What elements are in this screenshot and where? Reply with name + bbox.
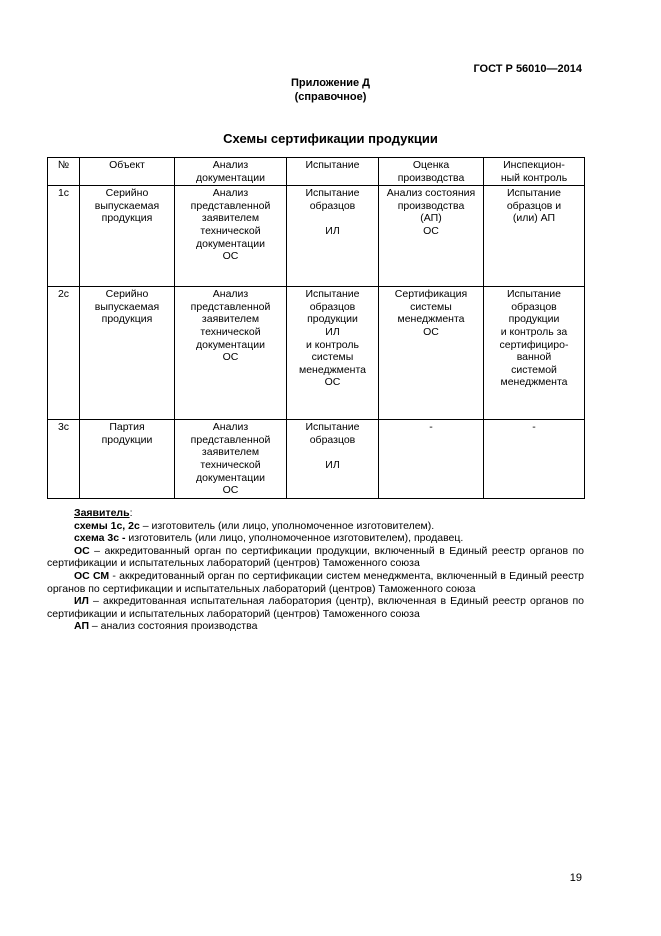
standard-number: ГОСТ Р 56010—2014 (473, 63, 582, 75)
cell-line: системой (511, 363, 557, 376)
cell-line: Испытание (305, 159, 360, 171)
cell-line: (АП) (420, 212, 442, 225)
cell-line: менеджмента (500, 376, 568, 389)
cell-line: технической (200, 325, 261, 338)
legend-oscm-label: ОС СМ (74, 569, 110, 582)
cell-line: ОС (324, 376, 341, 389)
cell-line: Объект (109, 159, 145, 171)
legend-os-label: ОС (74, 544, 90, 557)
cell-line: ИЛ (325, 325, 340, 338)
annex-note: (справочное) (294, 91, 367, 103)
annex-heading (0, 76, 661, 104)
cell-line: системы (311, 351, 354, 364)
table-cell-inspection-control (484, 186, 585, 287)
cell-line: продукции (101, 433, 153, 446)
table-cell-testing (287, 420, 379, 499)
cell-line: представленной (190, 433, 271, 446)
legend-il (47, 595, 584, 620)
cell-line: производства (397, 199, 465, 212)
cell-line: Анализ (212, 159, 249, 171)
cell-line: ОС (222, 351, 239, 364)
table-cell-inspection-control (484, 287, 585, 420)
cell-line: 3с (57, 421, 70, 434)
cell-line: ИЛ (325, 224, 340, 237)
cell-line: менеджмента (298, 363, 366, 376)
cell-line: выпускаемая (94, 300, 160, 313)
cell-line: 1с (57, 187, 70, 200)
legend-schemes-12-label: схемы 1с, 2с (74, 519, 140, 532)
cell-line: заявителем (201, 313, 260, 326)
legend-os (47, 545, 584, 570)
table-cell-number (48, 287, 80, 420)
cell-line: ный контроль (500, 171, 568, 184)
legend-oscm-text: - аккредитованный орган по сертификации систем менеджмента, включенный в Единый реестр органов по сертификации и испытательных лабораторий (центров) Таможенного союза (47, 569, 584, 595)
cell-line: - (532, 421, 536, 434)
cell-line: Инспекцион- (503, 159, 565, 171)
table-cell-production-assessment (379, 158, 484, 186)
cell-line: Анализ (212, 421, 249, 434)
table-row (48, 287, 585, 420)
legend-scheme-3-label: схема 3с - (74, 532, 126, 545)
cell-line: технической (200, 224, 261, 237)
cell-line: сертифициро- (499, 338, 569, 351)
table-cell-object (80, 186, 175, 287)
table-row (48, 420, 585, 499)
cell-line: производства (397, 171, 465, 184)
legend-schemes-12-text: – изготовитель (или лицо, уполномоченное изготовителем). (139, 519, 435, 532)
legend-schemes-12 (47, 520, 584, 533)
legend-oscm (47, 570, 584, 595)
cell-line: Испытание (305, 421, 360, 434)
cell-line (289, 212, 376, 225)
annex-title: Приложение Д (291, 77, 370, 89)
cell-line: менеджмента (397, 313, 465, 326)
table-cell-production-assessment (379, 186, 484, 287)
cell-line: документации (196, 237, 265, 250)
cell-line: выпускаемая (94, 199, 160, 212)
cell-line: Испытание (305, 288, 360, 301)
cell-line: ИЛ (325, 458, 340, 471)
legend-ap-text: – анализ состояния производства (89, 620, 258, 633)
legend-ap (47, 620, 584, 633)
legend-ap-label: АП (74, 620, 89, 633)
table-cell-testing (287, 186, 379, 287)
legend-applicant (47, 507, 584, 520)
cell-line: образцов (309, 199, 356, 212)
table-cell-doc-analysis (175, 287, 287, 420)
cell-line: продукция (101, 313, 153, 326)
cell-line: документации (196, 338, 265, 351)
table-cell-testing (287, 158, 379, 186)
legend (47, 507, 584, 633)
table-cell-object (80, 420, 175, 499)
cell-line: системы (410, 300, 452, 313)
cell-line: и контроль за (500, 325, 568, 338)
table-cell-object (80, 158, 175, 186)
page-number: 19 (569, 872, 582, 884)
cell-line: документации (196, 471, 265, 484)
table-cell-number (48, 158, 80, 186)
cell-line: Оценка (412, 159, 450, 171)
cell-line: технической (200, 458, 261, 471)
table-row (48, 186, 585, 287)
table-cell-testing (287, 287, 379, 420)
certification-schemes-table (47, 157, 585, 499)
table-cell-number (48, 420, 80, 499)
cell-line: ванной (516, 351, 552, 364)
cell-line: Анализ состояния (386, 187, 476, 200)
cell-line: Испытание (506, 288, 562, 301)
cell-line: Испытание (506, 187, 562, 200)
cell-line (289, 446, 376, 459)
cell-line: - (429, 421, 433, 434)
cell-line: продукция (101, 212, 153, 225)
cell-line: № (57, 159, 70, 171)
legend-il-text: – аккредитованная испытательная лаборатория (центр), включенная в Единый реестр органов по сертификации и испытательных лабораторий (центров) Таможенного союза (47, 595, 584, 620)
cell-line: образцов (309, 433, 356, 446)
cell-line: Серийно (105, 187, 149, 200)
table-cell-number (48, 186, 80, 287)
cell-line: Серийно (105, 288, 149, 301)
cell-line: ОС (423, 325, 439, 338)
legend-il-label: ИЛ (74, 595, 89, 608)
table-cell-doc-analysis (175, 420, 287, 499)
cell-line: образцов и (506, 199, 562, 212)
cell-line: образцов (511, 300, 557, 313)
cell-line: Анализ (212, 288, 249, 301)
legend-applicant-label: Заявитель (74, 507, 130, 519)
cell-line: ОС (222, 250, 239, 263)
table-cell-inspection-control (484, 420, 585, 499)
cell-line: Партия (109, 421, 145, 434)
cell-line: Сертификация (394, 288, 468, 301)
cell-line: Анализ (212, 187, 249, 200)
table-cell-inspection-control (484, 158, 585, 186)
cell-line: продукции (508, 313, 560, 326)
cell-line: 2с (57, 288, 70, 301)
table-cell-doc-analysis (175, 158, 287, 186)
cell-line: продукции (307, 313, 358, 326)
legend-scheme-3 (47, 532, 584, 545)
table-header-row (48, 158, 585, 186)
cell-line: представленной (190, 199, 271, 212)
cell-line: заявителем (201, 446, 260, 459)
cell-line: представленной (190, 300, 271, 313)
legend-applicant-colon: : (129, 507, 133, 519)
cell-line: заявителем (201, 212, 260, 225)
page-title: Схемы сертификации продукции (223, 131, 438, 146)
legend-scheme-3-text: изготовитель (или лицо, уполномоченное изготовителем), продавец. (125, 532, 464, 545)
cell-line: ОС (423, 224, 439, 237)
legend-os-text: – аккредитованный орган по сертификации продукции, включенный в Единый реестр органов по сертификации и испытательных лабораторий (центров) Таможенного союза (47, 544, 584, 570)
table-cell-production-assessment (379, 420, 484, 499)
table-cell-doc-analysis (175, 186, 287, 287)
cell-line: документации (196, 171, 265, 184)
table-cell-object (80, 287, 175, 420)
cell-line: ОС (222, 484, 239, 497)
cell-line: и контроль (306, 338, 359, 351)
cell-line: образцов (309, 300, 356, 313)
cell-line: Испытание (305, 187, 360, 200)
cell-line: (или) АП (512, 212, 556, 225)
table-cell-production-assessment (379, 287, 484, 420)
